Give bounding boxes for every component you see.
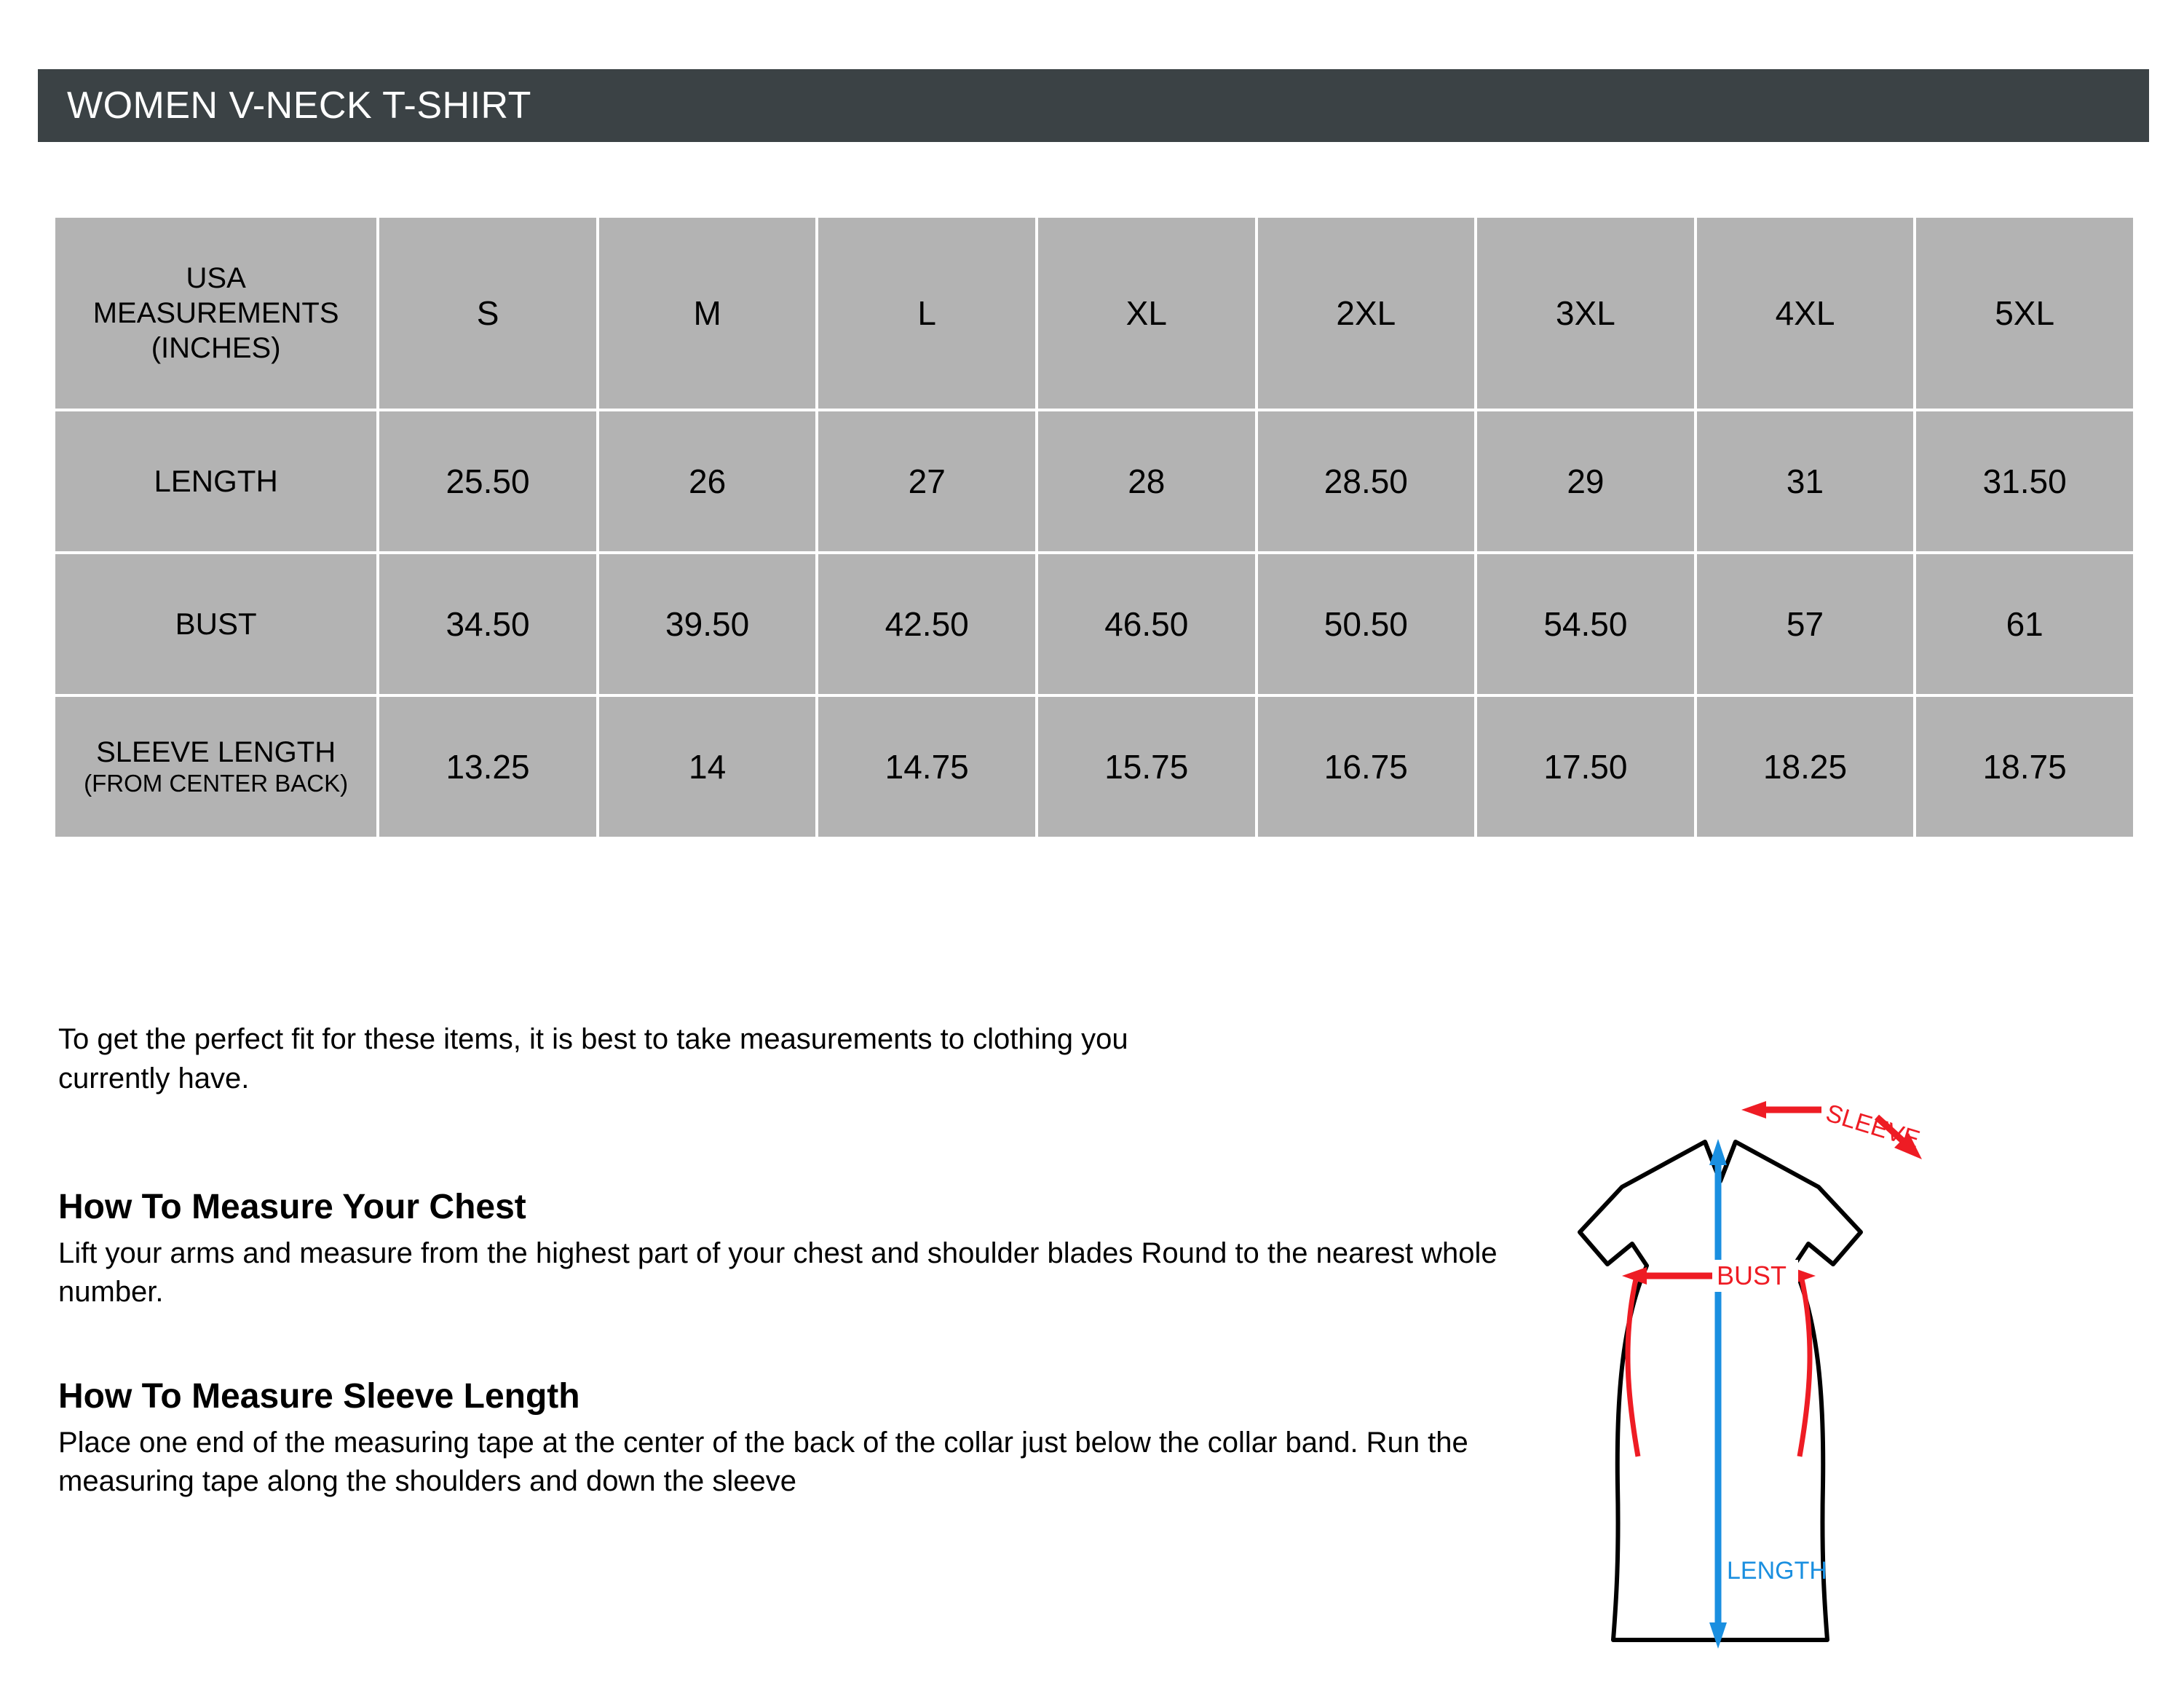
column-header-2xl: 2XL — [1258, 218, 1475, 409]
table-header-row — [55, 218, 2133, 409]
row-label-sleeve-main: SLEEVE LENGTH — [96, 735, 336, 768]
cell-length-5xl: 31.50 — [1916, 411, 2133, 551]
section-heading-sleeve: How To Measure Sleeve Length — [58, 1377, 580, 1416]
cell-bust-xl: 46.50 — [1038, 554, 1255, 694]
page-title-bar — [38, 69, 2149, 142]
cell-sleeve-3xl: 17.50 — [1477, 697, 1694, 837]
section-body-chest: Lift your arms and measure from the highest part of your chest and shoulder blades Round to the nearest whole number. — [58, 1237, 1497, 1308]
bust-label: BUST — [1717, 1261, 1787, 1290]
cell-bust-4xl: 57 — [1697, 554, 1914, 694]
column-header-m: M — [599, 218, 816, 409]
cell-bust-5xl: 61 — [1916, 554, 2133, 694]
cell-bust-s: 34.50 — [379, 554, 596, 694]
cell-length-2xl: 28.50 — [1258, 411, 1475, 551]
measurement-diagram — [1536, 1078, 2075, 1660]
page-title: WOMEN V-NECK T-SHIRT — [67, 84, 531, 127]
cell-sleeve-2xl: 16.75 — [1258, 697, 1475, 837]
corner-label-line3: (INCHES) — [151, 332, 281, 364]
column-header-3xl: 3XL — [1477, 218, 1694, 409]
corner-label-line1: USA — [186, 262, 246, 294]
row-label-bust: BUST — [55, 554, 376, 694]
table-row — [55, 411, 2133, 551]
column-header-l: L — [818, 218, 1035, 409]
cell-length-xl: 28 — [1038, 411, 1255, 551]
cell-sleeve-4xl: 18.25 — [1697, 697, 1914, 837]
cell-bust-m: 39.50 — [599, 554, 816, 694]
intro-paragraph: To get the perfect fit for these items, it is best to take measurements to clothing you currently have. — [58, 1023, 1128, 1095]
cell-sleeve-xl: 15.75 — [1038, 697, 1255, 837]
cell-sleeve-m: 14 — [599, 697, 816, 837]
section-body-sleeve: Place one end of the measuring tape at the center of the back of the collar just below the collar band. Run the measuring tape along the shoulders and down the sleeve — [58, 1427, 1468, 1497]
column-header-5xl: 5XL — [1916, 218, 2133, 409]
table-row — [55, 554, 2133, 694]
cell-bust-2xl: 50.50 — [1258, 554, 1475, 694]
cell-sleeve-l: 14.75 — [818, 697, 1035, 837]
column-header-4xl: 4XL — [1697, 218, 1914, 409]
size-chart-table — [52, 215, 2136, 840]
cell-length-3xl: 29 — [1477, 411, 1694, 551]
row-label-length: LENGTH — [55, 411, 376, 551]
corner-label-line2: MEASUREMENTS — [92, 297, 339, 329]
section-measure-sleeve — [58, 1376, 1514, 1501]
cell-length-l: 27 — [818, 411, 1035, 551]
sleeve-label: SLEEVE — [1822, 1099, 1923, 1154]
tshirt-diagram-svg — [1536, 1078, 2075, 1660]
table-row — [55, 697, 2133, 837]
column-header-xl: XL — [1038, 218, 1255, 409]
cell-sleeve-5xl: 18.75 — [1916, 697, 2133, 837]
length-label: LENGTH — [1727, 1557, 1827, 1585]
cell-length-s: 25.50 — [379, 411, 596, 551]
cell-length-4xl: 31 — [1697, 411, 1914, 551]
cell-bust-l: 42.50 — [818, 554, 1035, 694]
column-header-s: S — [379, 218, 596, 409]
row-label-sleeve-length — [55, 697, 376, 837]
cell-sleeve-s: 13.25 — [379, 697, 596, 837]
cell-bust-3xl: 54.50 — [1477, 554, 1694, 694]
section-measure-chest — [58, 1187, 1514, 1312]
cell-length-m: 26 — [599, 411, 816, 551]
section-heading-chest: How To Measure Your Chest — [58, 1188, 526, 1226]
table-corner-label — [55, 218, 376, 409]
row-label-sleeve-sub: (FROM CENTER BACK) — [84, 770, 349, 797]
